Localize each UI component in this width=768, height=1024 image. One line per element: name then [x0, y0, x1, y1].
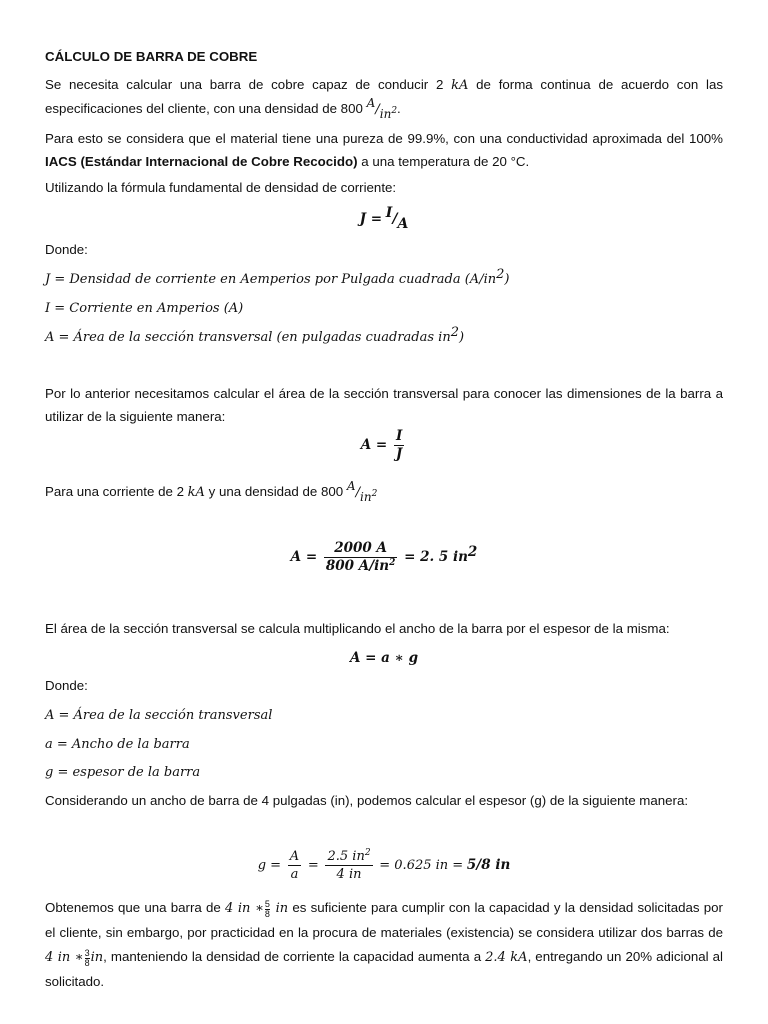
definition-area: A = Área de la sección transversal	[45, 708, 273, 723]
label-donde-2: Donde:	[45, 678, 88, 693]
paragraph-formula-intro: Utilizando la fórmula fundamental de densidad de corriente:	[45, 180, 397, 195]
equation-current-density: J = I/A	[359, 205, 409, 232]
paragraph-current-density: Para una corriente de 2 kA y una densidad de 800 $A/in^2$	[45, 479, 378, 504]
document-title: CÁLCULO DE BARRA DE COBRE	[45, 49, 258, 64]
paragraph-intro: Se necesita calcular una barra de cobre capaz de conducir 2 kA de forma continua de acuerdo con las especificaciones del cliente, con una densidad de 800 $A/in^2$.	[45, 77, 723, 121]
label-donde: Donde:	[45, 242, 88, 257]
paragraph-material: Para esto se considera que el material tiene una pureza de 99.9%, con una conductividad aproximada del 100% IACS (Estándar Internacional de Cobre Recocido) a una temperatura de 20 °C.	[45, 131, 723, 169]
definition-width: a = Ancho de la barra	[45, 737, 190, 752]
definition-thickness: g = espesor de la barra	[45, 765, 201, 780]
equation-area: A = $\frac{I}{J}$	[360, 428, 403, 462]
paragraph-thickness-intro: Considerando un ancho de barra de 4 pulgadas (in), podemos calcular el espesor (g) de la siguiente manera:	[45, 793, 689, 808]
equation-area-result: A = $\frac{2000 A}{800 A/in^2}$ = 2. 5 $in^2$	[290, 540, 478, 574]
definition-j: J = Densidad de corriente en Aemperios por Pulgada cuadrada $(A/in^2)$	[45, 267, 510, 287]
definition-a: A = Área de la sección transversal (en pulgadas cuadradas $in^2$)	[45, 325, 465, 345]
definition-i: I = Corriente en Amperios (A)	[45, 301, 244, 316]
equation-thickness: g = $\frac{A}{a}$ = $\frac{2.5 in^2}{4 in}$ = 0.625 in = 5/8 in	[257, 848, 511, 882]
unit-fraction: $A/in^2$	[366, 96, 398, 121]
paragraph-conclusion: Obtenemos que una barra de 4 in ∗ $\frac{5}{8}$ in es suficiente para cumplir con la capacidad y la densidad solicitadas por el cliente, sin embargo, por practicidad en la procura de materiales (existencia) se considera utilizar dos barras de 4 in ∗ $\frac{3}{8}$ in, manteniendo la densidad de corriente la capacidad aumenta a 2.4 kA, entregando un 20% adicional al solicitado.	[45, 898, 723, 989]
paragraph-section-area: El área de la sección transversal se calcula multiplicando el ancho de la barra por el espesor de la misma:	[45, 621, 670, 636]
paragraph-area-intro: Por lo anterior necesitamos calcular el área de la sección transversal para conocer las dimensiones de la barra a utilizar de la siguiente manera:	[45, 386, 723, 424]
equation-area-product: A = a ∗ g	[349, 650, 419, 666]
